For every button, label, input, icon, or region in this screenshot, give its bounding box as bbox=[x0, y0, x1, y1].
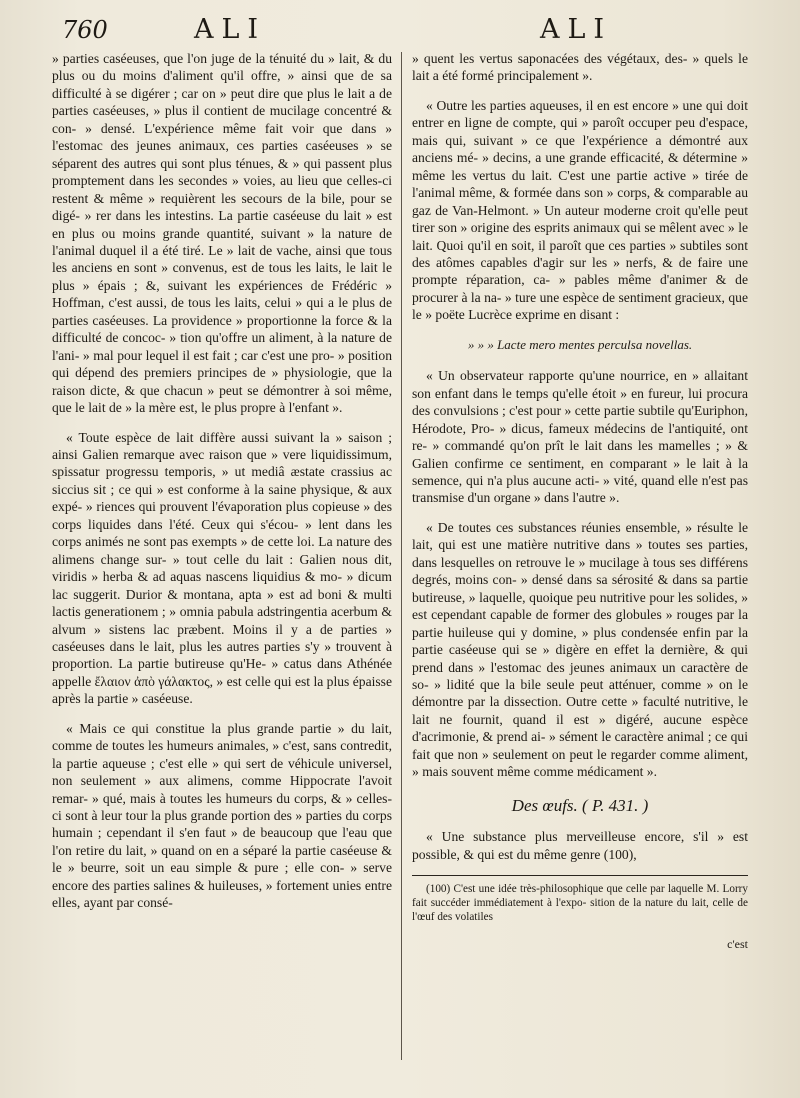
left-column bbox=[52, 50, 392, 1070]
right-paragraph-1: » quent les vertus saponacées des végétaux, des- » quels le lait a été formé principalement ». bbox=[412, 51, 748, 84]
running-head-right: ALI bbox=[540, 14, 613, 45]
catchword: c'est bbox=[727, 937, 748, 952]
section-heading: Des œufs. ( P. 431. ) bbox=[511, 795, 649, 815]
running-head-left: ALI bbox=[194, 14, 267, 45]
right-paragraph-3: « Un observateur rapporte qu'une nourrice, en » allaitant son enfant dans le temps qu'elle étoit » en fureur, lui procura des convulsions ; c'est pour » cette partie subtile qu'Euriphon, Hérodote, Pro- » dicus, fameux médecins de l'antiquité, ont re- » commandé qu'on prît le lait dans les mamelles ; » & Galien confirme ce sentiment, en comparant » le lait à la semence, qui n'a plus aucune acti- » vité, quand elle n'est pas transmise d'un organe » dans l'autre ». bbox=[412, 368, 748, 506]
page-number: 760 bbox=[62, 16, 108, 44]
right-column bbox=[412, 50, 748, 1070]
footnote-rule bbox=[412, 875, 748, 876]
right-paragraph-5: « Une substance plus merveilleuse encore, s'il » est possible, & qui est du même genre (100), bbox=[412, 829, 748, 862]
left-paragraph-1: » parties caséeuses, que l'on juge de la ténuité du » lait, & du plus ou du moins d'aliment qu'il offre, » ainsi que de sa difficulté à se digérer ; car on » peut dire que plus le lait a de parties caséeuses, » plus il contient de mucilage concentré & con- » densé. L'expérience même fait voir que dans » l'estomac des jeunes animaux, ces parties caséeuses » se séparent des autres qui sont plus ténues, & » qui passent plus promptement dans les secondes » voies, au lieu que celles-ci restent & même » requièrent les secours de la bile, pour se digé- » rer dans les intestins. La partie caséeuse du lait » est en plus ou moins grande quantité, suivant » la nature de l'animal duquel il a été tiré. Le » lait de vache, ainsi que tous les anciens en sont » convenus, est de tous les laits, le lait le plus » épais ; &, suivant les expériences de Frédéric » Hoffman, c'est aussi, de tous les laits, celui » qui a le plus de parties caséeuses. La providence » proportionne la force & la difficulté de concoc- » tion qu'offre un aliment, à la nature de l'ani- » mal pour lequel il est fait ; car c'est une pro- » position qui dépend des premiers principes de » physiologie, que la raison dicte, & que chacun » peut se démontrer à soi même, que le lait de » la mère est, le plus propre à l'enfant ». bbox=[52, 51, 392, 416]
right-paragraph-2: « Outre les parties aqueuses, il en est encore » une qui doit entrer en ligne de compte, qui » paroît occuper peu d'espace, mais qui, suivant » ce que l'expérience a démontré aux anciens mé- » decins, a une grande efficacité, & détermine » même les vertus du lait. C'est une partie active » tirée de l'animal même, & formée dans son » corps, & comparable au gaz de Van-Helmont. » Un auteur moderne croit qu'elle peut tirer son » origine des esprits animaux qui se mêlent avec » le lait. Quoi qu'il en soit, il paroît que ces parties » subtiles sont des atômes capables d'agir sur les » nerfs, & de faire une prompte réparation, ca- » pables même d'animer & de procurer à la na- » ture une espèce de sentiment gracieux, que le » poëte Lucrèce exprime en disant : bbox=[412, 97, 748, 323]
column-divider bbox=[401, 52, 402, 1060]
right-paragraph-4: « De toutes ces substances réunies ensemble, » résulte le lait, qui est une matière nutritive dans » toutes ses parties, dans lesquelles on retrouve le » mucilage à tous ses différens degrés, moins con- » densé dans sa sérosité & dans sa partie butireuse, » laquelle, quoique peu nutritive pour les solides, » est cependant capable de former des globules » rouges par la partie huileuse qui y domine, » plus condensée enfin par la partie caséeuse qui se » digère en effet la dernière, & qui prend dans » l'estomac des jeunes animaux un caractère de so- » lidité que la bile seule peut atténuer, comme » on le démontre par la dissection. Outre cette » faculté nutritive, le lait ne fournit, quand il est » digéré, aucune espèce d'acrimonie, & prend ai- » sément le caractère animal ; ce qui fait que non » seulement on peut le regarder comme aliment, » mais souvent même comme médicament ». bbox=[412, 519, 748, 780]
footnote: (100) C'est une idée très-philosophique que celle par laquelle M. Lorry fait succéder immédiatement à l'expo- sition de la nature du lait, celle de l'œuf des volatiles bbox=[412, 883, 748, 924]
left-paragraph-3: « Mais ce qui constitue la plus grande partie » du lait, comme de toutes les humeurs animales, » c'est, sans contredit, la partie aqueuse ; c'est elle » qui sert de véhicule universel, non seulement » aux alimens, comme Hippocrate l'avoit remar- » qué, mais à toutes les humeurs du corps, & » celles-ci sont à leur tour la plus grande portion des » parties du corps humain ; cependant il s'en faut » de beaucoup que l'eau que l'on retire du lait, » quand on en a séparé la partie caséeuse & le » beurre, soit un eau simple & pure ; elle con- » serve encore des parties salines & huileuses, » fortement unies entre elles, ayant par consé- bbox=[52, 720, 392, 911]
latin-quotation: » » » Lacte mero mentes perculsa novellas. bbox=[467, 336, 693, 352]
left-paragraph-2: « Toute espèce de lait diffère aussi suivant la » saison ; ainsi Galien remarque avec raison que » vere liquidissimum, spissatur progressu temporis, » ut mediâ æstate crassius ac siccius sit ; ce qui » est conforme à la saine physique, & aux expé- » riences qui prouvent l'évaporation plus copieuse » des corps liquides dans l'été. Ceux qui s'écou- » lent dans les corps animés ne sont pas exempts » de cette loi. La nature des alimens change sur- » tout celle du lait : Galien nous dit, viridis » herba & ad aquas nascens liquidius & mo- » dicum lac suggerit. Durior & montana, apta » est ad boni & multi lactis generationem ; » omnia pabula adstringentia acerbum & alvum » sistens lac præbent. Moins il y a de parties » caséeuses dans le lait, plus les autres parties s'y » trouvent à proportion. La partie butireuse qu'He- » catus dans Athénée appelle ἔλαιον ἀπὸ γάλακτος, » est celle qui est la plus épaisse après la partie » caséeuse. bbox=[52, 429, 392, 707]
page-header bbox=[0, 14, 800, 54]
